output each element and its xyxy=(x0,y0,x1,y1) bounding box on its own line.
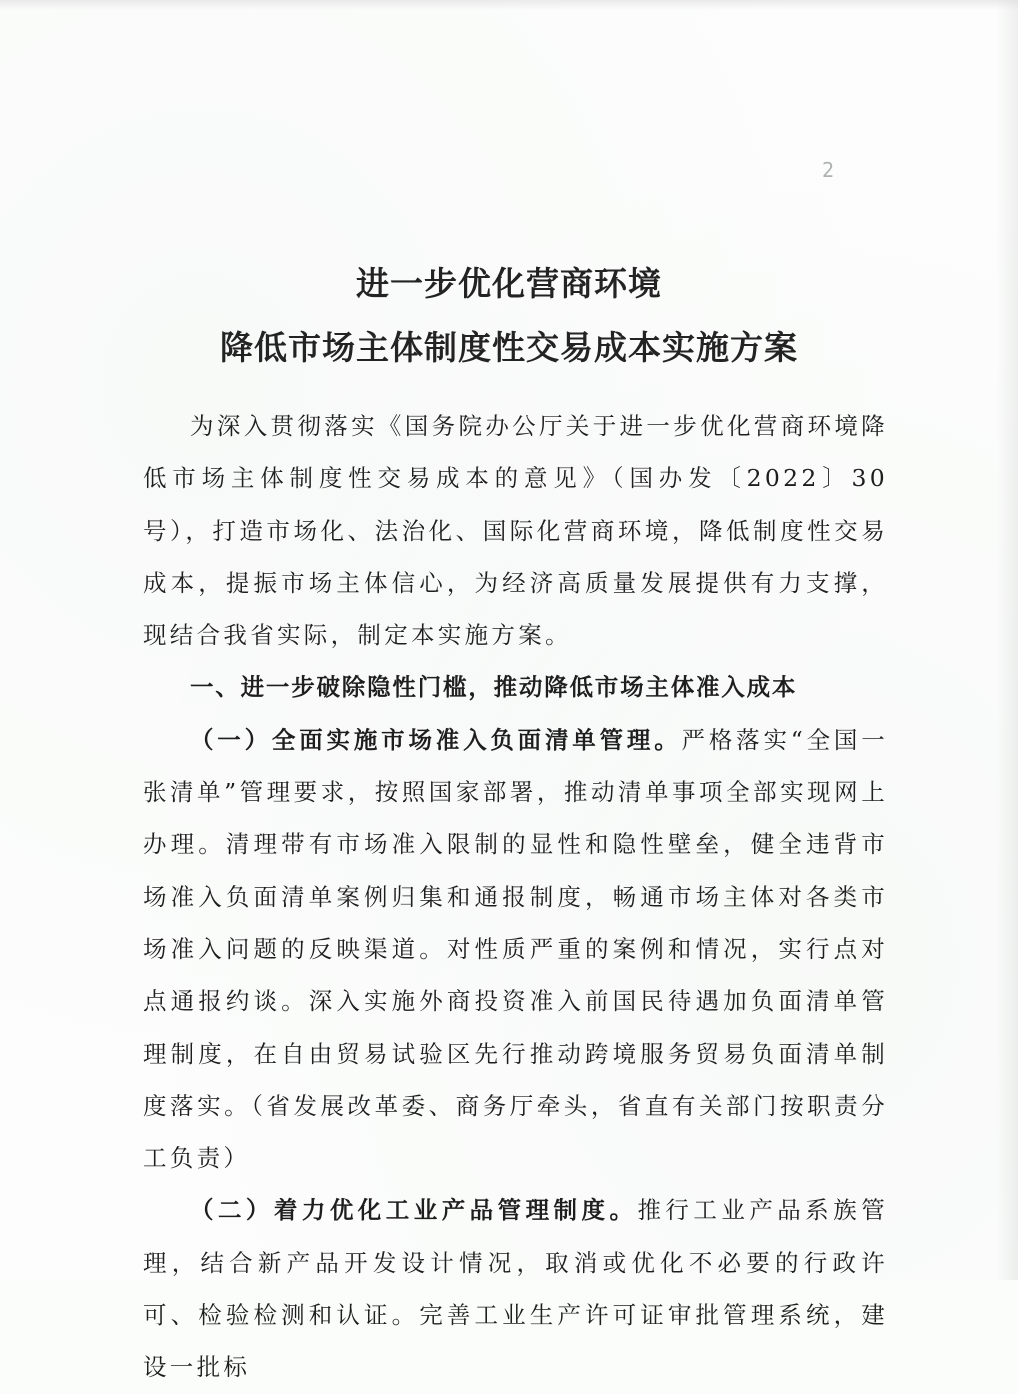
intro-paragraph: 为深入贯彻落实《国务院办公厅关于进一步优化营商环境降低市场主体制度性交易成本的意见》（国办发〔2022〕30号），打造市场化、法治化、国际化营商环境，降低制度性交易成本，提振市场主体信心，为经济高质量发展提供有力支撑，现结合我省实际，制定本实施方案。 xyxy=(143,412,888,650)
section-1-heading: 一、进一步破除隐性门槛，推动降低市场主体准入成本 xyxy=(190,673,798,702)
item-1-title: （一）全面实施市场准入负面清单管理。 xyxy=(190,725,682,754)
section-1-item-2 xyxy=(143,1184,888,1393)
document-body xyxy=(143,400,888,1394)
item-2-body: 推行工业产品系族管理，结合新产品开发设计情况，取消或优化不必要的行政许可、检验检测和认证。完善工业生产许可证审批管理系统，建设一批标 xyxy=(143,1196,888,1382)
scan-right-edge xyxy=(996,0,1018,1280)
scan-top-edge xyxy=(0,0,1018,10)
item-2-title: （二）着力优化工业产品管理制度。 xyxy=(190,1196,638,1225)
item-1-responsible: （省发展改革委、商务厅牵头，省直有关部门按职责分工负责） xyxy=(143,1091,888,1173)
document-title-line-2: 降低市场主体制度性交易成本实施方案 xyxy=(220,328,798,367)
section-1-item-1 xyxy=(143,714,888,1185)
item-1-body: 严格落实“全国一张清单”管理要求，按照国家部署，推动清单事项全部实现网上办理。清理带有市场准入限制的显性和隐性壁垒，健全违背市场准入负面清单案例归集和通报制度，畅通市场主体对各类市场准入问题的反映渠道。对性质严重的案例和情况，实行点对点通报约谈。深入实施外商投资准入前国民待遇加负面清单管理制度，在自由贸易试验区先行推动跨境服务贸易负面清单制度落实。 xyxy=(143,725,888,1120)
page-number-mark: 2 xyxy=(822,158,836,182)
document-title-line-1: 进一步优化营商环境 xyxy=(356,264,662,303)
